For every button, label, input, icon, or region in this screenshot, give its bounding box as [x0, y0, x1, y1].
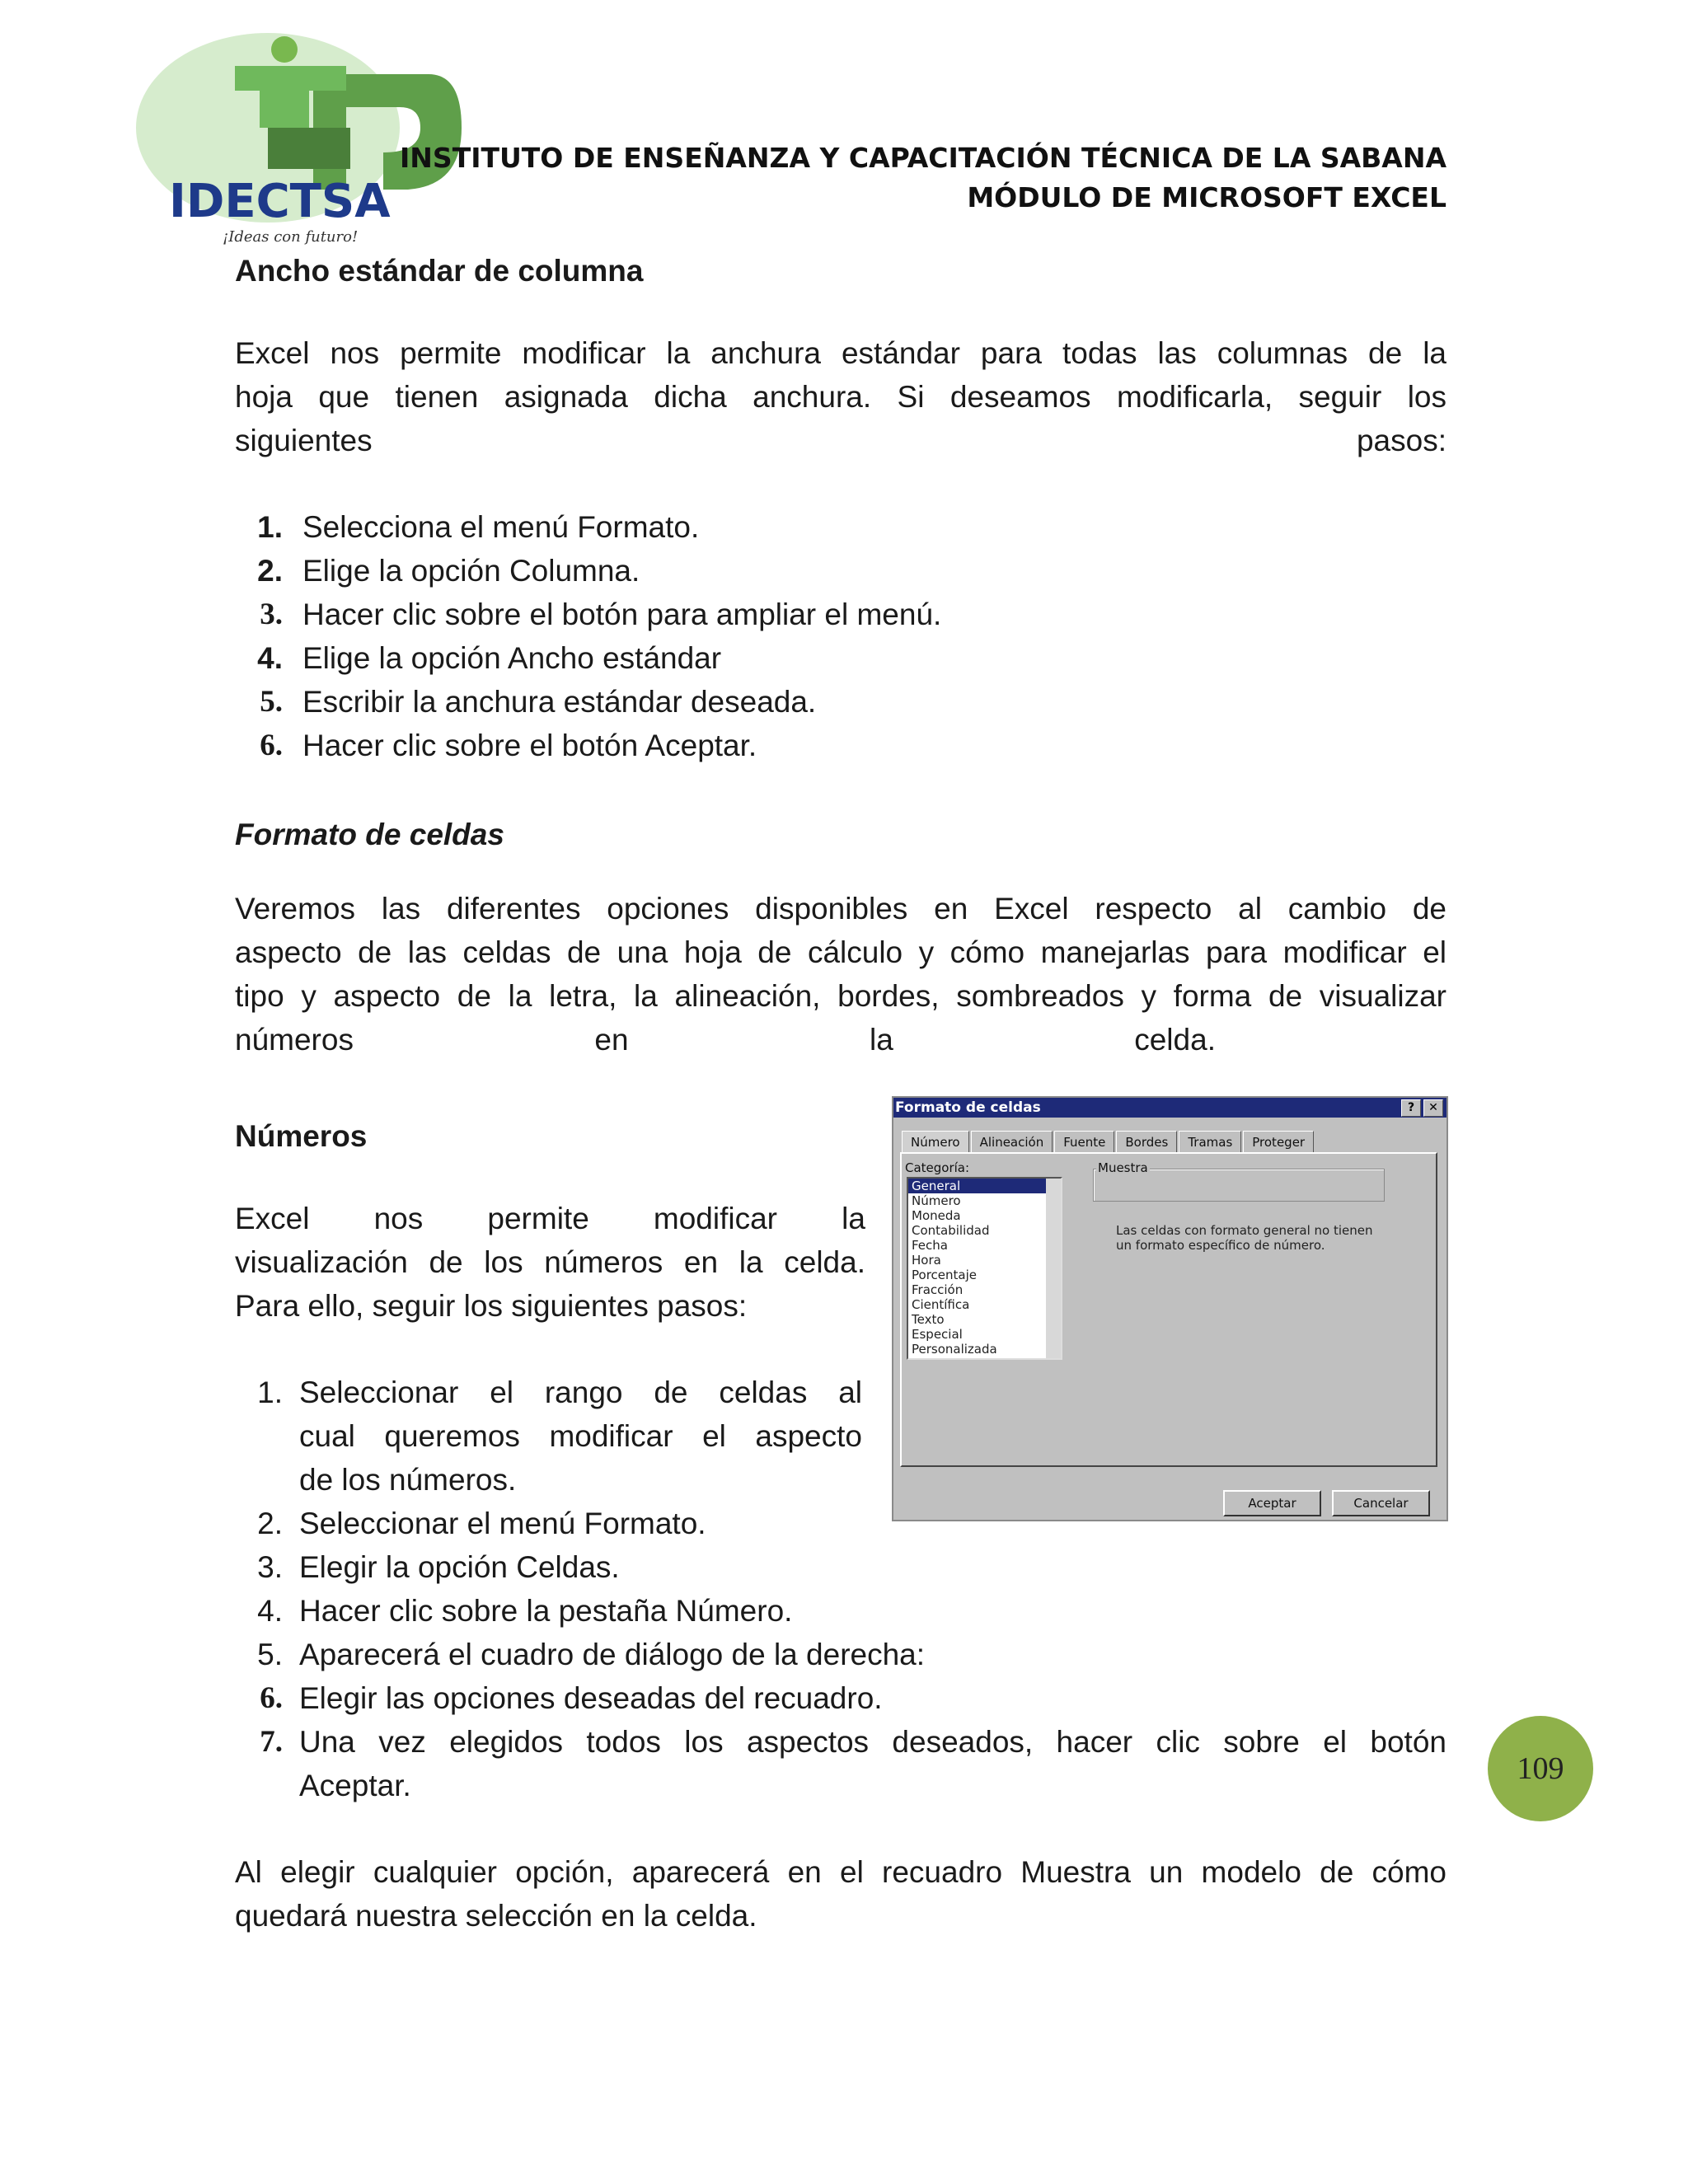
word: celda. — [1134, 1023, 1216, 1057]
step-number: 3. — [257, 1550, 283, 1584]
tab-tramas[interactable]: Tramas — [1179, 1131, 1241, 1153]
list-item — [235, 549, 1447, 593]
list-item — [235, 1589, 1447, 1633]
section-title-ancho: Ancho estándar de columna — [235, 254, 644, 288]
page-number: 109 — [1488, 1716, 1593, 1821]
word: la — [842, 1202, 865, 1235]
formato-celdas-dialog — [892, 1096, 1448, 1521]
steps-list-ancho — [235, 505, 1447, 767]
list-item[interactable]: Especial — [912, 1327, 963, 1342]
paragraph-line: quedará nuestra selección en la celda. — [235, 1899, 757, 1933]
paragraph-line: aspecto de las celdas de una hoja de cálculo y cómo manejarlas para modificar el — [235, 935, 1447, 969]
step-text: cual queremos modificar el aspecto — [299, 1419, 862, 1453]
tab-bordes[interactable]: Bordes — [1116, 1131, 1177, 1153]
logo-tagline: ¡Ideas con futuro! — [223, 228, 359, 246]
word: permite — [487, 1202, 589, 1235]
sample-label: Muestra — [1098, 1160, 1148, 1175]
paragraph-line: visualización de los números en la celda. — [235, 1245, 865, 1279]
step-text: Hacer clic sobre el botón para ampliar el menú. — [302, 598, 942, 631]
paragraph-line — [235, 1197, 865, 1240]
list-item[interactable]: Fracción — [912, 1282, 964, 1297]
step-number: 1. — [257, 510, 283, 544]
list-item[interactable]: General — [908, 1179, 1061, 1193]
tab-numero[interactable]: Número — [902, 1131, 969, 1153]
step-number: 6. — [260, 1681, 283, 1715]
list-item: 7. Una vez elegidos todos los aspectos deseados, hacer clic sobre el botón Aceptar. — [235, 1720, 1447, 1807]
word: nos — [373, 1202, 424, 1235]
paragraph-line — [235, 1018, 1447, 1062]
list-item[interactable]: Número — [912, 1193, 961, 1208]
step-number: 5. — [257, 1638, 283, 1671]
format-description: Las celdas con formato general no tienen un formato específico de número. — [1116, 1223, 1373, 1253]
step-text: Una vez elegidos todos los aspectos deseados, hacer clic sobre el botón — [299, 1725, 1447, 1759]
step-text: Seleccionar el rango de celdas al — [299, 1376, 862, 1409]
listbox-scrollbar[interactable] — [1046, 1179, 1061, 1358]
step-text: Selecciona el menú Formato. — [302, 510, 700, 544]
step-text: Elegir las opciones deseadas del recuadro. — [299, 1681, 883, 1715]
paragraph-line: tipo y aspecto de la letra, la alineación, bordes, sombreados y forma de visualizar — [235, 979, 1447, 1013]
paragraph-line: Al elegir cualquier opción, aparecerá en el recuadro Muestra un modelo de cómo — [235, 1855, 1447, 1889]
paragraph-line: Excel nos permite modificar la anchura estándar para todas las columnas de la — [235, 336, 1447, 370]
dialog-title: Formato de celdas — [895, 1099, 1041, 1116]
close-icon[interactable]: ✕ — [1423, 1099, 1443, 1117]
step-text: Aceptar. — [299, 1769, 411, 1802]
step-text: de los números. — [299, 1463, 517, 1497]
step-text: Elegir la opción Celdas. — [299, 1550, 620, 1584]
section-ancho-estandar — [235, 254, 1447, 767]
list-item — [235, 1545, 1447, 1589]
step-text: Hacer clic sobre el botón Aceptar. — [302, 729, 757, 762]
tab-alineacion[interactable]: Alineación — [971, 1131, 1053, 1153]
list-item — [235, 636, 1447, 680]
list-item[interactable]: Contabilidad — [912, 1223, 990, 1238]
list-item[interactable]: Fecha — [912, 1238, 948, 1253]
paragraph-line — [235, 419, 1447, 462]
list-item — [235, 505, 1447, 549]
paragraph-line: Para ello, seguir los siguientes pasos: — [235, 1289, 748, 1323]
dialog-tabs — [902, 1131, 1315, 1153]
word: en — [594, 1023, 629, 1057]
step-text: Elige la opción Columna. — [302, 554, 640, 588]
list-item[interactable]: Porcentaje — [912, 1268, 977, 1282]
section-formato-celdas — [235, 818, 1447, 1062]
list-item[interactable]: Texto — [912, 1312, 945, 1327]
tab-fuente[interactable]: Fuente — [1054, 1131, 1114, 1153]
step-number: 3. — [260, 598, 283, 631]
document-header — [400, 138, 1447, 218]
list-item: 1. Seleccionar el rango de celdas al cual queremos modificar el aspecto de los números. — [235, 1371, 1447, 1502]
paragraph-line: Veremos las diferentes opciones disponibles en Excel respecto al cambio de — [235, 892, 1447, 926]
list-item[interactable]: Hora — [912, 1253, 941, 1268]
step-number: 4. — [257, 1594, 283, 1628]
ok-button[interactable]: Aceptar — [1223, 1490, 1321, 1516]
section-title-formato: Formato de celdas — [235, 818, 504, 851]
cancel-button[interactable]: Cancelar — [1332, 1490, 1430, 1516]
list-item[interactable]: Moneda — [912, 1208, 961, 1223]
step-number: 6. — [260, 729, 283, 762]
word: siguientes — [235, 424, 373, 457]
paragraph-line: hoja que tienen asignada dicha anchura. Si deseamos modificarla, seguir los — [235, 380, 1447, 414]
step-text: Hacer clic sobre la pestaña Número. — [299, 1594, 793, 1628]
list-item — [235, 680, 1447, 724]
tab-proteger[interactable]: Proteger — [1243, 1131, 1314, 1153]
list-item — [235, 1676, 1447, 1720]
step-number: 2. — [257, 554, 283, 588]
step-number: 2. — [257, 1507, 283, 1540]
step-number: 4. — [257, 641, 283, 675]
section-title-numeros: Números — [235, 1119, 368, 1153]
step-text: Elige la opción Ancho estándar — [302, 641, 722, 675]
step-text: Aparecerá el cuadro de diálogo de la derecha: — [299, 1638, 926, 1671]
help-icon[interactable]: ? — [1401, 1099, 1421, 1117]
word: la — [869, 1023, 893, 1057]
step-number: 5. — [260, 685, 283, 719]
list-item — [235, 1633, 1447, 1676]
step-text: Escribir la anchura estándar deseada. — [302, 685, 817, 719]
category-label: Categoría: — [905, 1160, 970, 1175]
header-module: MÓDULO DE MICROSOFT EXCEL — [967, 181, 1447, 213]
word: números — [235, 1023, 354, 1057]
word: Excel — [235, 1202, 310, 1235]
list-item — [235, 593, 1447, 636]
list-item[interactable]: Personalizada — [912, 1342, 997, 1357]
list-item[interactable]: Científica — [912, 1297, 970, 1312]
step-text: Seleccionar el menú Formato. — [299, 1507, 706, 1540]
word: modificar — [653, 1202, 778, 1235]
logo-wordmark: IDECTSA — [169, 175, 391, 228]
header-institution: INSTITUTO DE ENSEÑANZA Y CAPACITACIÓN TÉCNICA DE LA SABANA — [400, 142, 1447, 174]
category-listbox[interactable] — [907, 1177, 1062, 1360]
word: pasos: — [1356, 424, 1447, 457]
list-item — [235, 724, 1447, 767]
dialog-titlebar — [893, 1098, 1447, 1118]
